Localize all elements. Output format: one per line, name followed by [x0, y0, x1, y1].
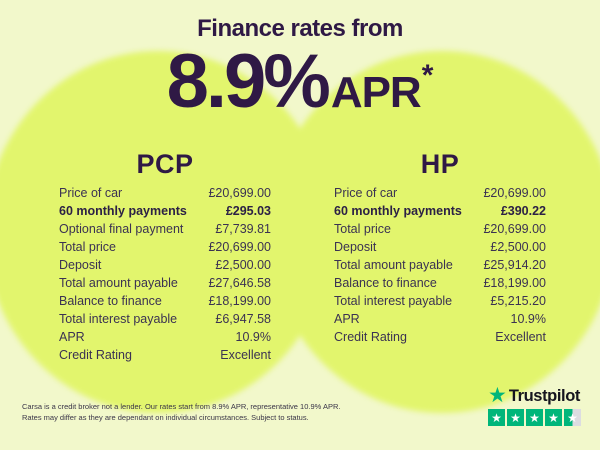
row-label: Deposit — [59, 258, 102, 272]
banner-title: Finance rates from — [197, 15, 403, 42]
row-value: Excellent — [495, 330, 546, 344]
star-icon: ★ — [567, 410, 578, 425]
row-label: APR — [59, 330, 85, 344]
row-label: 60 monthly payments — [59, 204, 187, 218]
table-row — [334, 240, 546, 258]
row-value: £18,199.00 — [208, 294, 271, 308]
table-row — [334, 258, 546, 276]
rating-star-box — [507, 409, 524, 426]
rate-unit-label: APR — [330, 68, 421, 117]
row-label: Price of car — [334, 186, 398, 200]
row-value: £2,500.00 — [215, 258, 271, 272]
rating-star-box — [545, 409, 562, 426]
row-label: Price of car — [59, 186, 123, 200]
row-value: Excellent — [220, 348, 271, 362]
row-value: £7,739.81 — [215, 222, 271, 236]
row-label: Credit Rating — [334, 330, 407, 344]
table-row — [334, 204, 546, 222]
row-label: Deposit — [334, 240, 377, 254]
pcp-table — [59, 186, 271, 366]
table-row — [334, 276, 546, 294]
table-row — [59, 222, 271, 240]
row-value: 10.9% — [510, 312, 546, 326]
disclaimer — [22, 401, 340, 423]
row-value: £20,699.00 — [208, 240, 271, 254]
rate-footnote-asterisk: * — [421, 59, 434, 92]
rating-star-box — [526, 409, 543, 426]
rate-value: 8.9% — [166, 39, 328, 124]
table-row — [334, 330, 546, 348]
table-row — [59, 240, 271, 258]
row-value: £295.03 — [225, 204, 271, 218]
row-value: £18,199.00 — [483, 276, 546, 290]
trustpilot-wordmark: Trustpilot — [508, 386, 580, 405]
trustpilot-rating-stars — [488, 409, 581, 426]
pcp-column-title: PCP — [136, 149, 194, 179]
row-label: Total price — [59, 240, 116, 254]
row-value: £5,215.20 — [490, 294, 546, 308]
row-label: Total amount payable — [59, 276, 178, 290]
table-row — [59, 258, 271, 276]
row-label: Total price — [334, 222, 391, 236]
trustpilot-star-icon: ★ — [488, 384, 507, 407]
row-value: £20,699.00 — [483, 222, 546, 236]
table-row — [59, 186, 271, 204]
row-label: APR — [334, 312, 360, 326]
row-label: Total interest payable — [59, 312, 178, 326]
trustpilot-logo — [488, 386, 581, 406]
table-row — [59, 312, 271, 330]
headline-rate — [0, 39, 600, 124]
row-label: Balance to finance — [59, 294, 162, 308]
rating-star-box-half — [564, 409, 581, 426]
hp-column — [334, 149, 546, 348]
disclaimer-line1: Carsa is a credit broker not a lender. Our rates start from 8.9% APR, representative 10.9% APR. — [22, 402, 341, 411]
table-row — [59, 204, 271, 222]
table-row — [59, 276, 271, 294]
table-row — [334, 294, 546, 312]
pcp-column — [59, 149, 271, 366]
disclaimer-line2: Rates may differ as they are dependant on individual circumstances. Subject to status. — [22, 413, 309, 422]
row-label: Balance to finance — [334, 276, 437, 290]
row-value: £390.22 — [500, 204, 546, 218]
table-row — [59, 294, 271, 312]
table-row — [59, 330, 271, 348]
row-label: Credit Rating — [59, 348, 132, 362]
star-icon: ★ — [510, 410, 521, 425]
row-value: £20,699.00 — [208, 186, 271, 200]
hp-column-title: HP — [420, 149, 460, 179]
row-value: £25,914.20 — [483, 258, 546, 272]
star-icon: ★ — [529, 410, 540, 425]
hp-table — [334, 186, 546, 348]
row-value: £6,947.58 — [215, 312, 271, 326]
table-row — [334, 222, 546, 240]
table-row — [334, 312, 546, 330]
row-value: £2,500.00 — [490, 240, 546, 254]
star-icon: ★ — [491, 410, 502, 425]
rating-star-box — [488, 409, 505, 426]
row-value: 10.9% — [235, 330, 271, 344]
row-label: Optional final payment — [59, 222, 184, 236]
row-value: £27,646.58 — [208, 276, 271, 290]
trustpilot-badge — [488, 386, 581, 426]
row-label: Total interest payable — [334, 294, 453, 308]
table-row — [334, 186, 546, 204]
row-label: Total amount payable — [334, 258, 453, 272]
row-value: £20,699.00 — [483, 186, 546, 200]
star-icon: ★ — [548, 410, 559, 425]
table-row — [59, 348, 271, 366]
row-label: 60 monthly payments — [334, 204, 462, 218]
